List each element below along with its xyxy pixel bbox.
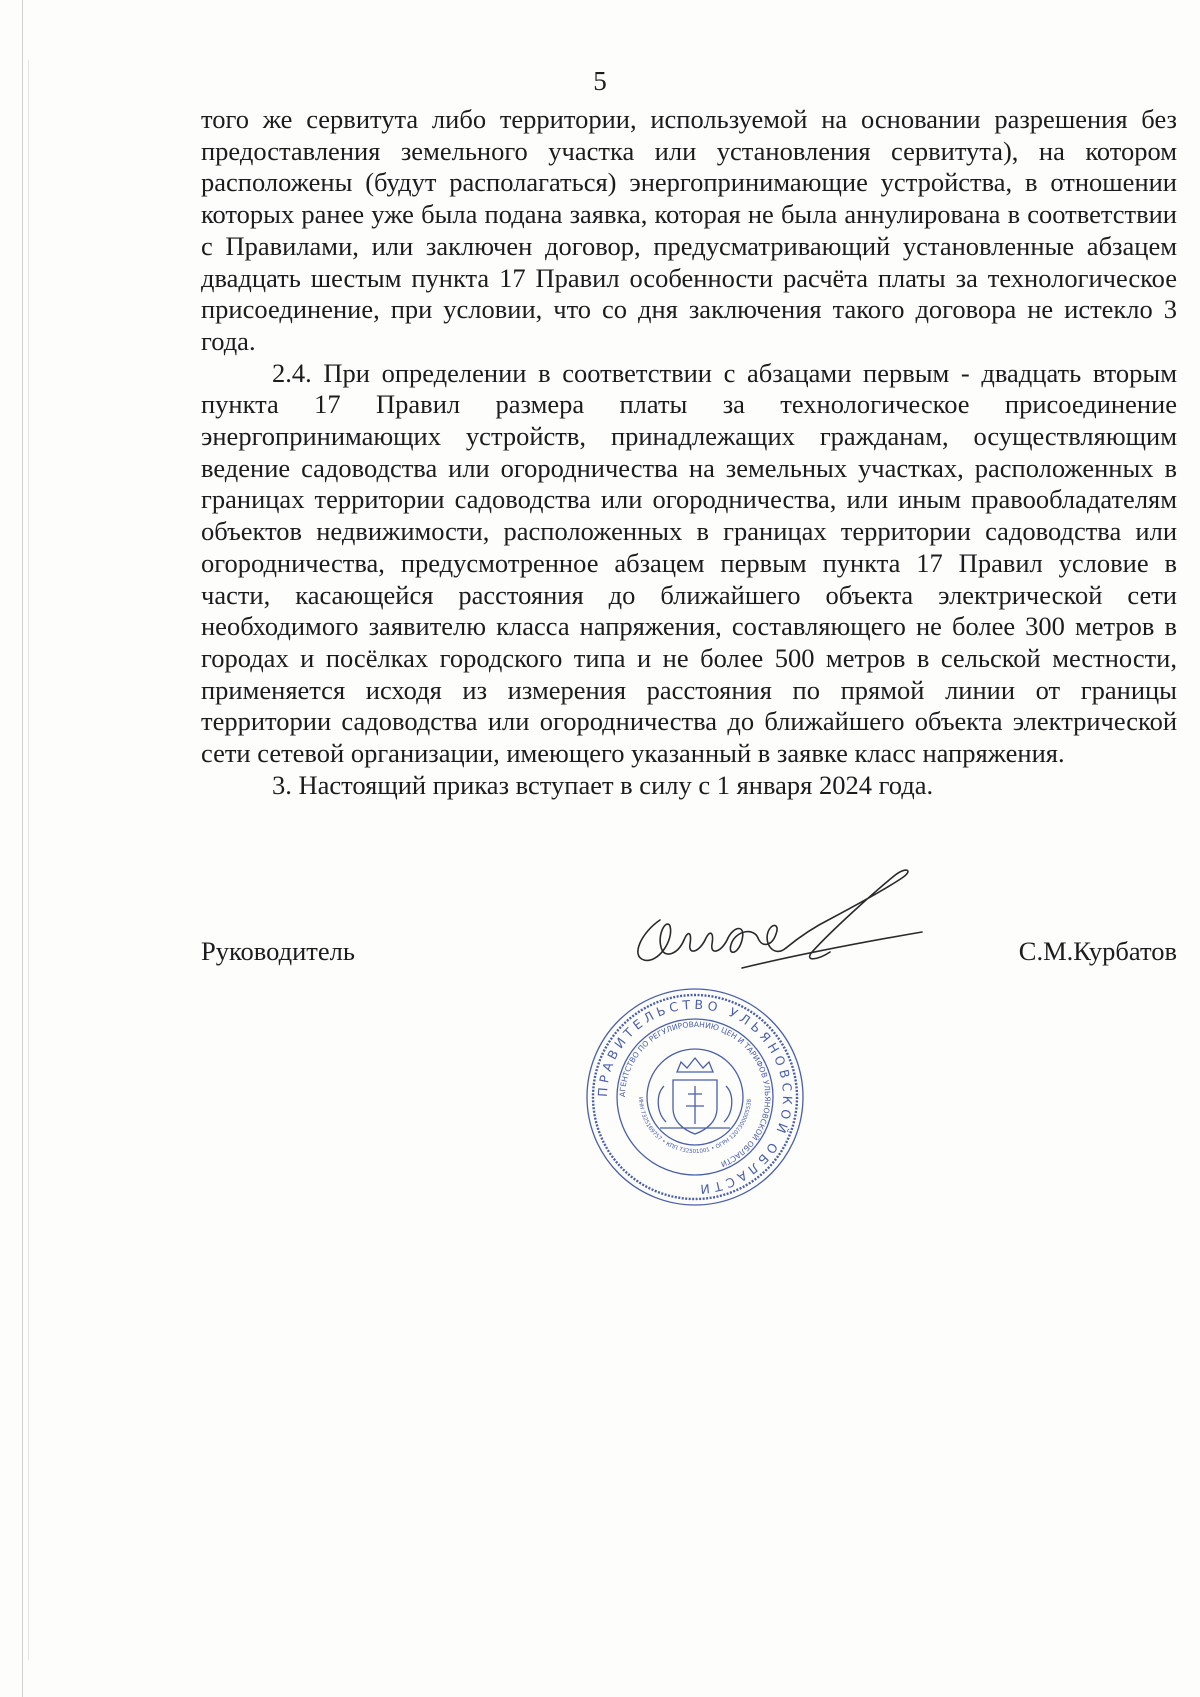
scan-edge-line [28,60,29,1660]
document-body [201,104,1177,801]
seal-outer-text: ПРАВИТЕЛЬСТВО УЛЬЯНОВСКОЙ ОБЛАСТИ [594,996,796,1198]
paragraph-continuation: того же сервитута либо территории, используемой на основании разрешения без предоставления земельного участка или установления сервитута), на котором расположены (будут располагаться) энергопринимающие устройства, в отношении которых ранее уже была подана заявка, которая не была аннулирована в соответствии с Правилами, или заключен договор, предусматривающий установленные абзацем двадцать шестым пункта 17 Правил особенности расчёта платы за технологическое присоединение, при условии, что со дня заключения такого договора не истекло 3 года. [201,104,1177,356]
signatory-title: Руководитель [201,936,355,966]
handwritten-signature [622,860,942,980]
official-seal-stamp [580,982,810,1212]
scan-edge-line [22,0,23,1697]
seal-inner-text: АГЕНТСТВО ПО РЕГУЛИРОВАНИЮ ЦЕН И ТАРИФОВ УЛЬЯНОВСКОЙ ОБЛАСТИ [617,1019,773,1169]
seal-ids-text: ИНН 7325169757 • КПП 732501001 • ОГРН 1207300005538 [636,1096,753,1156]
paragraph-2-4: 2.4. При определении в соответствии с абзацами первым - двадцать вторым пункта 17 Правил размера платы за технологическое присоединение энергопринимающих устройств, принадлежащих гражданам, осуществляющим ведение садоводства или огородничества на земельных участках, расположенных в границах территории садоводства или огородничества, или иным правообладателям объектов недвижимости, расположенных в границах территории садоводства или огородничества, предусмотренное абзацем первым пункта 17 Правил условие в части, касающейся расстояния до ближайшего объекта электрической сети необходимого заявителю класса напряжения, составляющего не более 300 метров в городах и посёлках городского типа и не более 500 метров в сельской местности, применяется исходя из измерения расстояния по прямой линии от границы территории садоводства или огородничества до ближайшего объекта электрической сети сетевой организации, имеющего указанный в заявке класс напряжения. [201,357,1177,769]
page-number: 5 [593,66,607,96]
coat-of-arms-icon [658,1058,732,1134]
signatory-name: С.М.Курбатов [1018,936,1177,966]
paragraph-3: 3. Настоящий приказ вступает в силу с 1 января 2024 года. [272,769,934,800]
